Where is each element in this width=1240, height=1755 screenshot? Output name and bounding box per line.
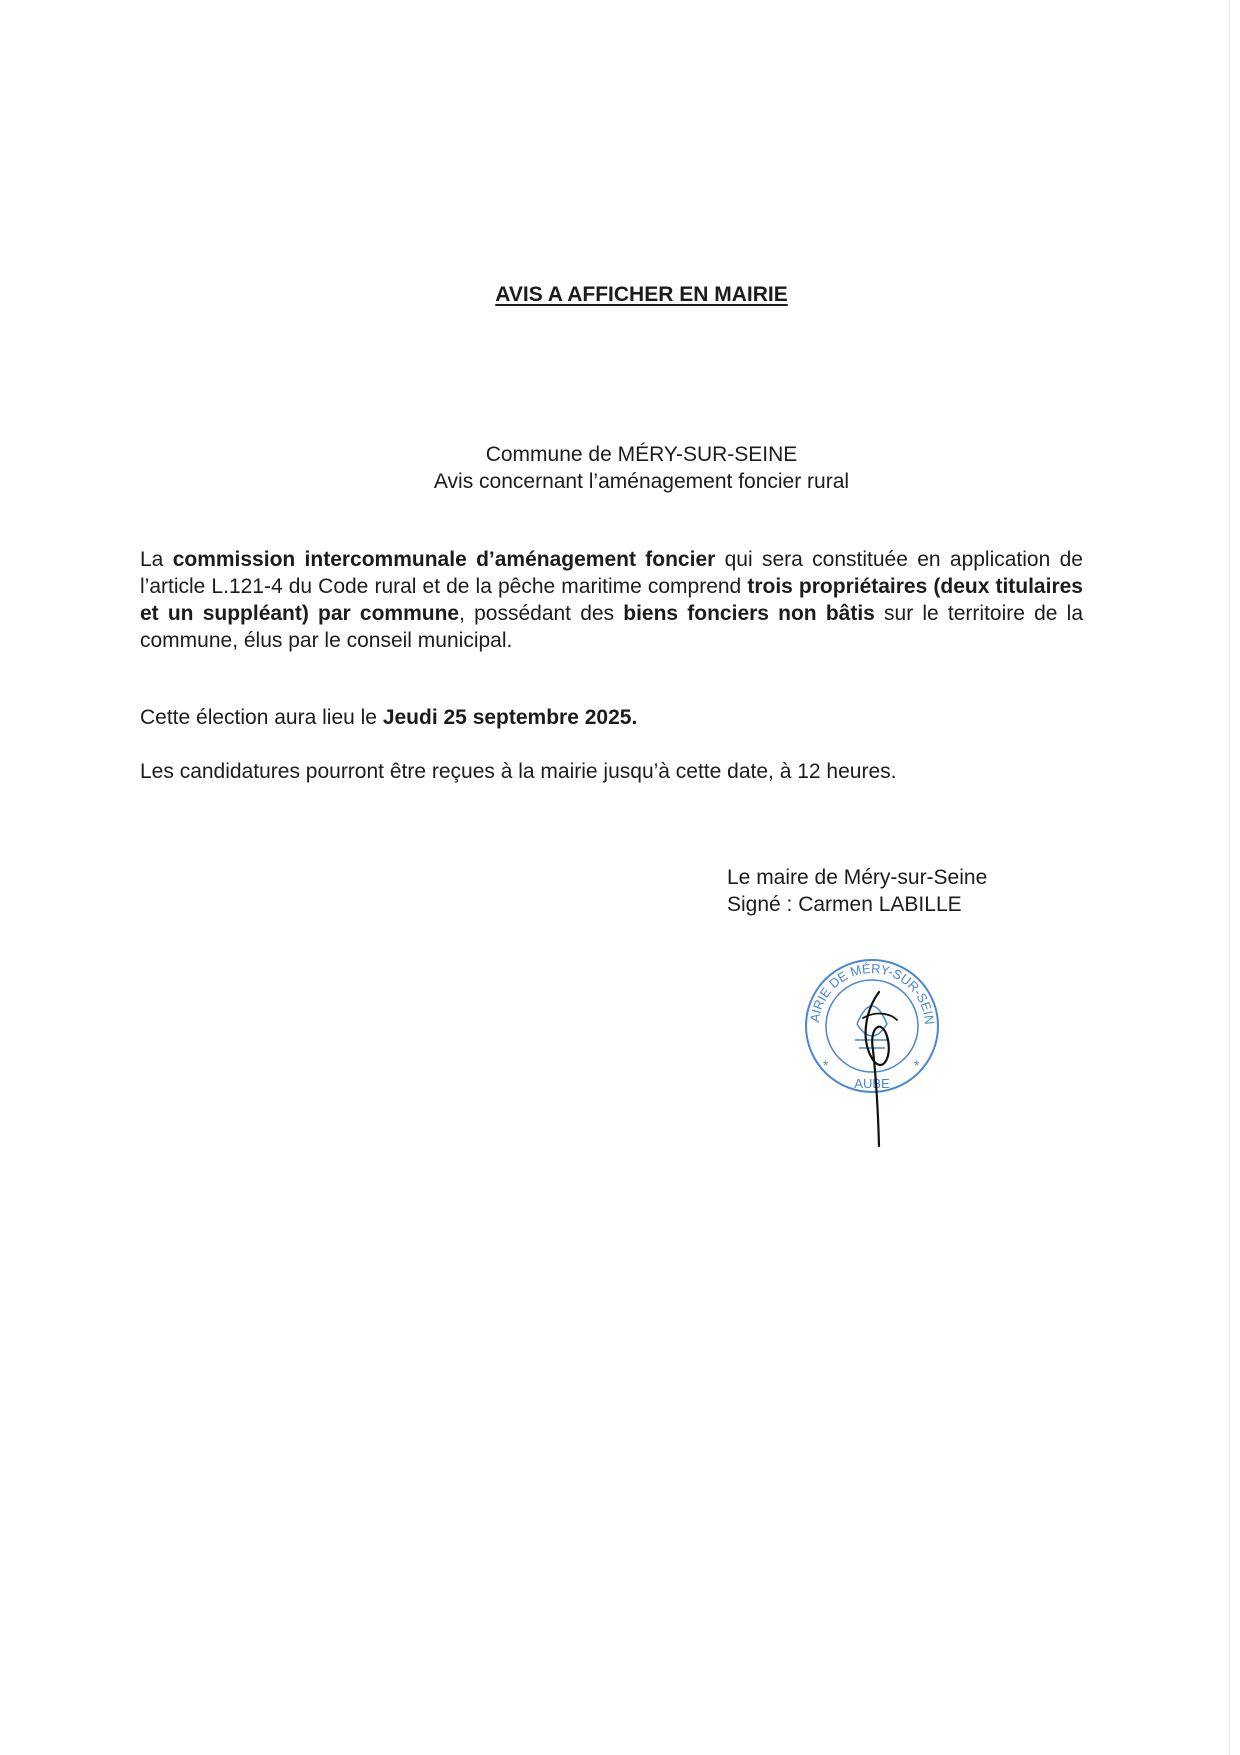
mayor-title: Le maire de Méry-sur-Seine: [727, 866, 988, 889]
commune-name: Commune de MÉRY-SUR-SEINE: [485, 443, 798, 466]
notice-subject: Avis concernant l’aménagement foncier rural: [433, 470, 850, 493]
official-seal: [797, 948, 943, 1152]
paragraph-text: , possédant des: [459, 602, 624, 625]
seal-emblem: [857, 1006, 887, 1036]
paragraph-election-date: [140, 704, 1083, 731]
signature-block: [727, 864, 987, 918]
election-date: Jeudi 25 septembre 2025.: [382, 706, 638, 729]
notice-title: AVIS A AFFICHER EN MAIRIE: [495, 283, 788, 306]
paragraph-text: sur le territoire de la commune, élus par le conseil municipal.: [140, 602, 1083, 652]
paragraph-text: Cette élection aura lieu le: [140, 706, 383, 729]
paragraph-bold-text: trois propriétaires (deux titulaires et un suppléant) par commune: [140, 575, 1083, 625]
seal-star-left: *: [823, 1057, 829, 1073]
signed-by: Signé : Carmen LABILLE: [727, 893, 962, 916]
paragraph-commission: [140, 546, 1083, 654]
paragraph-candidatures: Les candidatures pourront être reçues à la mairie jusqu’à cette date, à 12 heures.: [140, 760, 897, 783]
paragraph-text: La: [140, 548, 173, 571]
seal-stamp-icon: [797, 948, 943, 1152]
notice-heading: [0, 441, 1240, 495]
seal-top-text: AIRIE DE MÉRY-SUR-SEIN: [807, 960, 938, 1026]
page-edge: [1229, 0, 1230, 1755]
paragraph-bold-text: biens fonciers non bâtis: [623, 602, 875, 625]
paragraph-text: qui sera constituée en application de l’article L.121-4 du Code rural et de la pêche maritime comprend: [140, 548, 1083, 598]
seal-star-right: *: [914, 1057, 920, 1073]
seal-bottom-text: AUBE: [854, 1076, 890, 1091]
paragraph-bold-text: commission intercommunale d’aménagement foncier: [172, 548, 716, 571]
